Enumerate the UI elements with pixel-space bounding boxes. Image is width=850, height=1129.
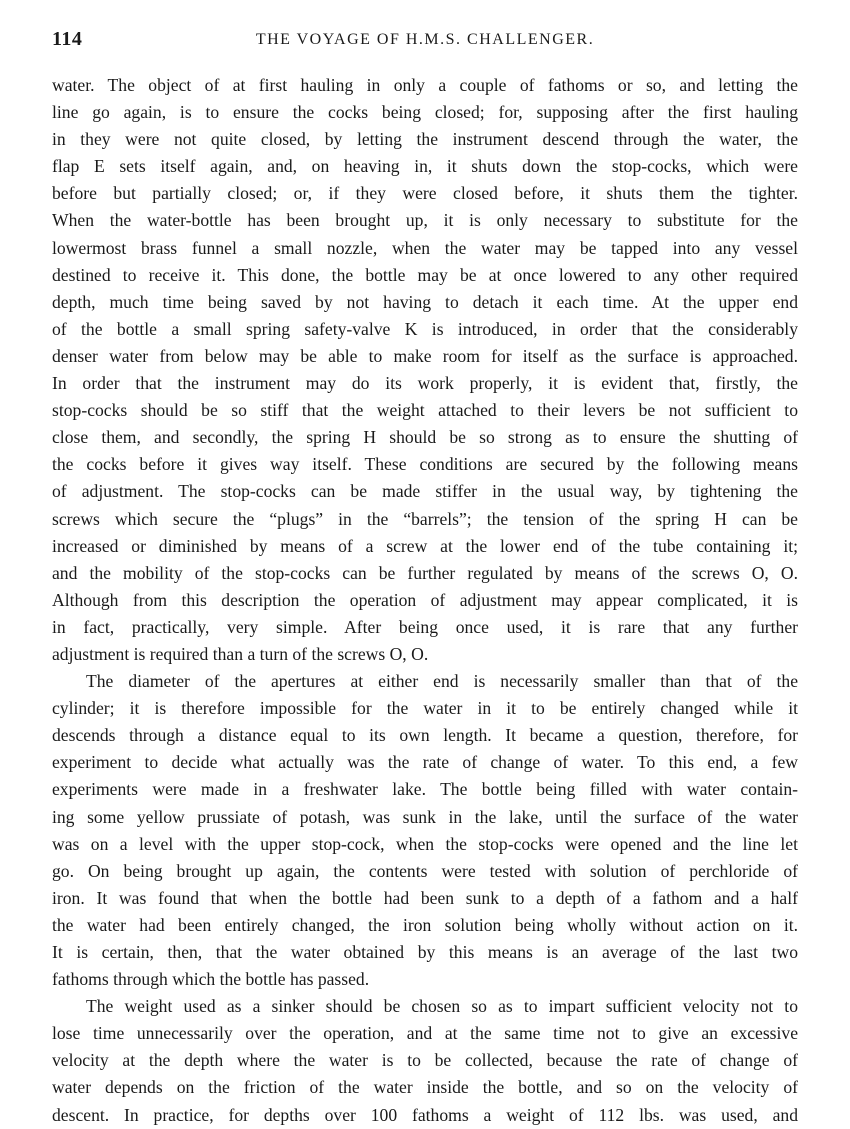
text-line: the water had been entirely changed, the iron solution being wholly without action on it. [52, 914, 798, 935]
text-line: before but partially closed; or, if they were closed before, it shuts them the tighter. [52, 183, 798, 204]
text-line: go. On being brought up again, the contents were tested with solution of perchloride of [52, 860, 798, 881]
text-line: water. The object of at first hauling in only a couple of fathoms or so, and letting the [52, 75, 798, 95]
text-line: cylinder; it is therefore impossible for the water in it to be entirely changed while it [52, 698, 798, 719]
text-line: increased or diminished by means of a screw at the lower end of the tube containing it; [52, 535, 798, 556]
text-line: iron. It was found that when the bottle had been sunk to a depth of a fathom and a half [52, 887, 798, 908]
text-line: depth, much time being saved by not having to detach it each time. At the upper end [52, 291, 798, 312]
text-line: descends through a distance equal to its own length. It became a question, therefore, for [52, 725, 798, 746]
text-line: denser water from below may be able to make room for itself as the surface is approached. [52, 345, 798, 366]
text-line: in fact, practically, very simple. After being once used, it is rare that any further [52, 616, 798, 637]
text-line: The weight used as a sinker should be chosen so as to impart sufficient velocity not to [86, 996, 798, 1017]
text-line: ing some yellow prussiate of potash, was sunk in the lake, until the surface of the water [52, 806, 798, 827]
text-line: lowermost brass funnel a small nozzle, when the water may be tapped into any vessel [52, 237, 798, 258]
text-line: velocity at the depth where the water is to be collected, because the rate of change of [52, 1050, 798, 1071]
text-line: in they were not quite closed, by letting the instrument descend through the water, the [52, 129, 798, 150]
text-line: The diameter of the apertures at either end is necessarily smaller than that of the [86, 671, 798, 692]
running-head [52, 28, 798, 58]
page-number: 114 [52, 28, 83, 50]
text-line: close them, and secondly, the spring H should be so strong as to ensure the shutting of [52, 427, 798, 448]
text-line: of adjustment. The stop-cocks can be made stiffer in the usual way, by tightening the [52, 481, 798, 502]
text-line: stop-cocks should be so stiff that the weight attached to their levers be not sufficient to [52, 400, 798, 421]
text-line: of the bottle a small spring safety-valve K is introduced, in order that the considerably [52, 318, 798, 339]
page [52, 28, 798, 1129]
text-line: screws which secure the “plugs” in the “barrels”; the tension of the spring H can be [52, 508, 798, 529]
text-line: When the water-bottle has been brought up, it is only necessary to substitute for the [52, 210, 798, 231]
text-line: destined to receive it. This done, the bottle may be at once lowered to any other required [52, 264, 798, 285]
text-line: adjustment is required than a turn of the screws O, O. [52, 643, 429, 664]
text-line: flap E sets itself again, and, on heaving in, it shuts down the stop-cocks, which were [52, 156, 798, 177]
text-line: It is certain, then, that the water obtained by this means is an average of the last two [52, 942, 798, 962]
text-line: was on a level with the upper stop-cock, when the stop-cocks were opened and the line let [52, 833, 798, 854]
text-line: Although from this description the operation of adjustment may appear complicated, it is [52, 589, 798, 610]
running-title: THE VOYAGE OF H.M.S. CHALLENGER. [255, 31, 595, 48]
text-line: lose time unnecessarily over the operation, and at the same time not to give an excessive [52, 1023, 798, 1044]
text-line: the cocks before it gives way itself. These conditions are secured by the following means [52, 454, 798, 475]
body-text [52, 72, 798, 1129]
text-line: experiment to decide what actually was the rate of change of water. To this end, a few [52, 752, 798, 773]
text-line: water depends on the friction of the water inside the bottle, and so on the velocity of [52, 1077, 798, 1098]
text-line: experiments were made in a freshwater lake. The bottle being filled with water contain- [52, 779, 798, 800]
text-line: descent. In practice, for depths over 100 fathoms a weight of 112 lbs. was used, and [52, 1104, 798, 1125]
text-line: and the mobility of the stop-cocks can be further regulated by means of the screws O, O. [52, 562, 798, 583]
text-line: line go again, is to ensure the cocks being closed; for, supposing after the first hauling [52, 102, 798, 123]
text-line: In order that the instrument may do its work properly, it is evident that, firstly, the [52, 373, 798, 394]
text-line: fathoms through which the bottle has passed. [52, 969, 370, 990]
